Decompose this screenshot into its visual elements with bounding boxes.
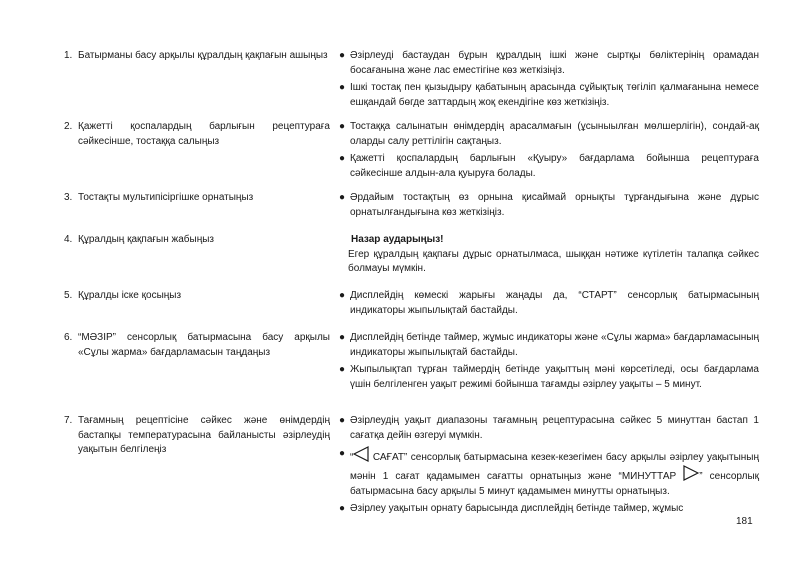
warning-text: Егер құралдың қақпағы дұрыс орнатылмаса, шыққан нәтиже күтілетін талапқа сәйкес болмауы мүмкін. [348,248,759,274]
note-item [336,120,759,149]
step-6-action [64,331,330,360]
note-item [336,152,759,181]
bullet-icon: ● [339,503,346,514]
step-3-notes [336,191,759,223]
step-1-notes [336,49,759,113]
note-text: ” сенсорлық батырмасына басу арқылы 5 минут қадамымен минутты орнатыңыз. [350,471,760,497]
step-action-text: Батырманы басу арқылы құралдың қақпағын ашыңыз [78,50,328,61]
step-2-action [64,120,330,149]
step-action-text: Қажетті қоспалардың барлығын рецептураға сәйкесінше, тостаққа салыңыз [78,121,330,147]
step-action-text: Тағамның рецептісіне сәйкес және өнімдердің бастапқы температурасына байланысты әзірлеудің уақытын белгілеңіз [78,415,330,455]
step-number: 2. [64,121,73,132]
triangle-right-icon [683,465,699,481]
note-text: Қажетті қоспалардың барлығын «Қуыру» бағдарлама бойынша рецептураға сәйкесінше алдын-ала қуыруға болады. [350,153,759,179]
step-number: 1. [64,50,73,61]
note-item [336,414,759,443]
note-text: Дисплейдің көмескі жарығы жаңады да, “СТАРТ” сенсорлық батырмасының индикаторы жыпылықтай бастайды. [350,290,759,316]
note-text: Әзірлеудің уақыт диапазоны тағамның рецептурасына сәйкес 5 минуттан бастап 1 сағатқа дейін өзгеруі мүмкін. [350,415,759,441]
step-action-text: Құралды іске қосыңыз [78,290,182,301]
note-item [336,49,759,78]
page-number: 181 [736,516,753,527]
bullet-icon: ● [339,153,346,164]
bullet-icon: ● [339,192,346,203]
note-text: Жыпылықтап тұрған таймердің бетінде уақыттың мәні көрсетіледі, осы бағдарлама үшін белгіленген уақыт режимі бойынша тағамды әзірлеу уақыты – 5 минут. [350,364,759,390]
bullet-icon: ● [339,364,346,375]
note-text: Дисплейдің бетінде таймер, жұмыс индикаторы және «Сұлы жарма» бағдарламасының индикаторы жыпылықтай бастайды. [350,332,759,358]
step-4-action [64,233,330,248]
step-5-action [64,289,330,304]
bullet-icon: ● [339,290,346,301]
step-5-notes [336,289,759,321]
bullet-icon: ● [339,82,346,93]
step-action-text: “МӘЗІР” сенсорлық батырмасына басу арқылы «Сұлы жарма» бағдарламасын таңдаңыз [78,332,330,358]
note-text: САҒАТ” сенсорлық батырмасына кезек-кезегімен басу арқылы әзірлеу уақытының мәнін 1 сағат қадамымен сағатты орнатыңыз және “МИНУТТАР [350,452,759,482]
step-1-action [64,49,330,64]
bullet-icon: ● [339,50,346,61]
step-4-warning [336,233,759,277]
bullet-icon: ● [339,415,346,426]
step-7-action [64,414,330,458]
note-item [336,363,759,392]
triangle-left-icon [353,446,369,462]
note-item [336,289,759,318]
bullet-icon: ● [339,121,346,132]
note-text: Әзірлеуді бастаудан бұрын құралдың ішкі және сыртқы бөліктерінің орамадан босағанына және лас еместігіне көз жеткізіңіз. [350,50,759,76]
note-text: Әзірлеу уақытын орнату барысында дисплейдің бетінде таймер, жұмыс [350,503,684,514]
step-2-notes [336,120,759,184]
step-3-action [64,191,330,206]
step-number: 3. [64,192,73,203]
step-number: 6. [64,332,73,343]
step-action-text: Тостақты мультипісіргішке орнатыңыз [78,192,254,203]
note-item [336,502,759,517]
note-text: Ішкі тостақ пен қызыдыру қабатының арасында сұйықтық төгіліп қалмағанына немесе ешқандай бөгде заттардың жоқ екендігіне көз жеткізіңіз. [350,82,759,108]
bullet-icon: ● [339,332,346,343]
note-text: “ [350,452,354,463]
bullet-icon: ● [339,448,346,459]
step-number: 7. [64,415,73,426]
note-text: Тостаққа салынатын өнімдердің арасалмағын (ұсыныылған мөлшерлігін), сондай-ақ оларды салу реттілігін сақтаңыз. [350,121,759,147]
step-action-text: Құралдың қақпағын жабыңыз [78,234,214,245]
step-6-notes [336,331,759,395]
step-number: 4. [64,234,73,245]
note-item [336,81,759,110]
step-7-notes [336,414,759,520]
note-text: Әрдайым тостақтың өз орнына қисаймай орнықты тұрғандығына және дұрыс орнатылғандығына көз жеткізіңіз. [350,192,759,218]
note-item [336,446,759,499]
warning-title: Назар аударыңыз! [351,234,444,245]
note-item [336,331,759,360]
step-number: 5. [64,290,73,301]
note-item [336,191,759,220]
